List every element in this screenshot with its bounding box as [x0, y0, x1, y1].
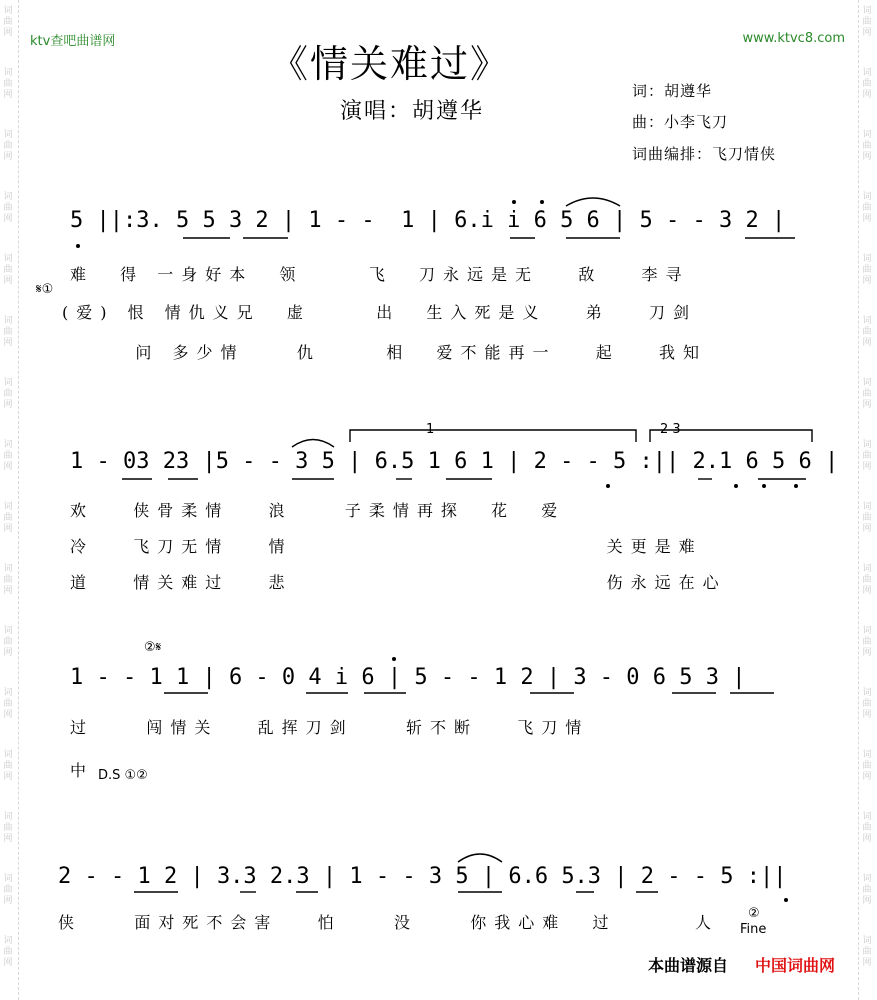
song-title: 《情关难过》 [270, 42, 511, 86]
edge-watermark-text: 词曲网 [862, 440, 872, 472]
dot-r1-b [512, 200, 516, 204]
edge-watermark-text: 词曲网 [3, 378, 13, 410]
lyricist-credit: 词：胡遵华 [632, 82, 713, 100]
lyric-line-4-1: 侠 面对死不会害 怕 没 你我心难 过 人 [58, 913, 719, 932]
edge-watermark-text: 词曲网 [862, 378, 872, 410]
dot-r4-a [784, 898, 788, 902]
fine-marker: Fine [740, 922, 767, 937]
dot-r1-c [540, 200, 544, 204]
dot-r1-a [76, 244, 80, 248]
segno-marker-2: ②𝄋 [144, 640, 162, 655]
source-site: 中国词曲网 [755, 956, 836, 975]
edge-watermark-text: 词曲网 [862, 936, 872, 968]
edge-watermark-text: 词曲网 [3, 812, 13, 844]
ds-marker: D.S ①② [98, 768, 148, 783]
right-watermark-strip [858, 0, 877, 1000]
edge-watermark-text: 词曲网 [3, 936, 13, 968]
coda-circle-marker: ② [748, 906, 760, 921]
composer-credit: 曲：小李飞刀 [632, 113, 729, 131]
edge-watermark-text: 词曲网 [3, 688, 13, 720]
slur-row-1 [566, 198, 620, 206]
edge-watermark-text: 词曲网 [3, 6, 13, 38]
lyric-line-3-1: 过 闯情关 乱挥刀剑 斩不断 飞刀情 [70, 718, 590, 737]
volta-2-3-label: 2 3 [660, 422, 681, 437]
edge-watermark-text: 词曲网 [3, 750, 13, 782]
edge-watermark-text: 词曲网 [862, 626, 872, 658]
edge-watermark-text: 词曲网 [3, 130, 13, 162]
edge-watermark-text: 词曲网 [862, 750, 872, 782]
edge-watermark-text: 词曲网 [862, 874, 872, 906]
edge-watermark-text: 词曲网 [3, 68, 13, 100]
arranger-credit: 词曲编排：飞刀情侠 [632, 145, 777, 163]
lyric-line-3-2: 中 [70, 761, 95, 780]
edge-watermark-text: 词曲网 [3, 254, 13, 286]
notation-row-2: 1 - 03 23 |5 - - 3 5 | 6.5 1 6 1 | 2 - - 5 :|| 2.1 6 5 6 | [70, 449, 839, 474]
lyric-line-1-3: 问 多少情 仇 相 爱不能再一 起 我知 [70, 343, 707, 362]
edge-watermark-text: 词曲网 [862, 254, 872, 286]
singer-credit: 演唱：胡遵华 [340, 99, 485, 124]
dot-r2-c [762, 484, 766, 488]
edge-watermark-text: 词曲网 [3, 440, 13, 472]
volta-1-bracket [350, 430, 636, 442]
edge-watermark-text: 词曲网 [862, 192, 872, 224]
lyric-line-2-2: 冷 飞刀无情 情 关更是难 [70, 537, 703, 556]
edge-watermark-text: 词曲网 [862, 502, 872, 534]
slur-row-4 [458, 854, 502, 862]
notation-row-1: 5 ||:3. 5 5 3 2 | 1 - - 1 | 6.i i 6 5 6 | 5 - - 3 2 | [70, 208, 786, 233]
edge-watermark-text: 词曲网 [3, 564, 13, 596]
lyric-line-2-1: 欢 侠骨柔情 浪 子柔情再探 花 爱 [70, 501, 566, 520]
lyric-line-1-2: (爱) 恨 情仇义兄 虚 出 生入死是义 弟 刀剑 [62, 303, 697, 322]
dot-r3-a [392, 657, 396, 661]
edge-watermark-text: 词曲网 [3, 502, 13, 534]
edge-watermark-text: 词曲网 [3, 192, 13, 224]
site-watermark-left: ktv查吧曲谱网 [30, 34, 116, 49]
slur-row-2 [292, 440, 334, 448]
dot-r2-d [794, 484, 798, 488]
site-watermark-right: www.ktvc8.com [742, 31, 845, 46]
notation-row-4: 2 - - 1 2 | 3.3 2.3 | 1 - - 3 5 | 6.6 5.3 | 2 - - 5 :|| [58, 864, 787, 889]
notation-row-3: 1 - - 1 1 | 6 - 0 4 i 6 | 5 - - 1 2 | 3 - 0 6 5 3 | [70, 665, 746, 690]
dot-r2-b [734, 484, 738, 488]
dot-r2-a [606, 484, 610, 488]
segno-marker-1: 𝄋① [36, 282, 54, 297]
edge-watermark-text: 词曲网 [862, 316, 872, 348]
source-label: 本曲谱源自 [648, 956, 729, 975]
edge-watermark-text: 词曲网 [862, 688, 872, 720]
edge-watermark-text: 词曲网 [3, 874, 13, 906]
edge-watermark-text: 词曲网 [3, 626, 13, 658]
lyric-line-1-1: 难 得 一身好本 领 飞 刀永远是无 敌 李寻 [70, 265, 690, 284]
edge-watermark-text: 词曲网 [3, 316, 13, 348]
edge-watermark-text: 词曲网 [862, 68, 872, 100]
volta-1-label: 1 [426, 422, 435, 437]
edge-watermark-text: 词曲网 [862, 130, 872, 162]
edge-watermark-text: 词曲网 [862, 812, 872, 844]
edge-watermark-text: 词曲网 [862, 6, 872, 38]
lyric-line-2-3: 道 情关难过 悲 伤永远在心 [70, 573, 727, 592]
edge-watermark-text: 词曲网 [862, 564, 872, 596]
left-watermark-strip [0, 0, 19, 1000]
